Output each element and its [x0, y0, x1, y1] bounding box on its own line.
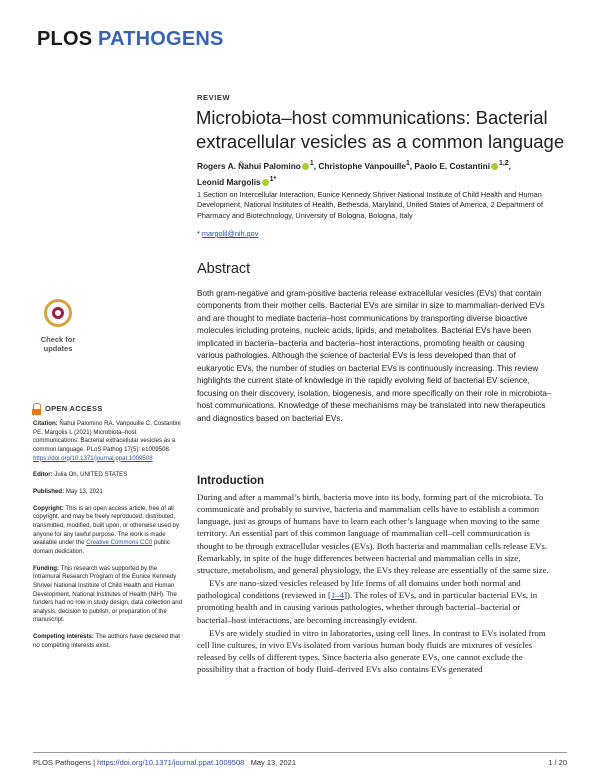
footer-divider	[33, 752, 567, 753]
citation-block	[33, 420, 183, 463]
citation-label: Citation:	[33, 420, 58, 427]
check-updates-line1: Check for	[40, 335, 76, 344]
author-name[interactable]: Paolo E. Costantini	[414, 160, 491, 171]
citation-doi-link[interactable]: https://doi.org/10.1371/journal.ppat.1009508	[33, 454, 153, 462]
author-affil: 1	[405, 160, 410, 167]
competing-block	[33, 633, 183, 650]
author-affil: 1,2	[499, 160, 509, 167]
published-text: May 13, 2021	[65, 487, 103, 495]
logo-plos: PLOS	[37, 28, 93, 50]
email-link[interactable]: margolil@nih.gov	[201, 229, 259, 238]
copyright-label: Copyright:	[33, 504, 64, 512]
funding-text: This research was supported by the Intramural Research Program of the Eunice Kennedy Shriver National Institute of Child Health and Human Development, National Institutes of Health (NIH). The funders had no role in study design, data collection and analysis, decision to publish, or preparation of the manuscript.	[33, 564, 183, 624]
logo-pathogens: PATHOGENS	[98, 28, 224, 50]
copyright-block	[33, 505, 183, 557]
introduction-heading: Introduction	[197, 475, 265, 487]
author-list: Rogers A. Ñahui Palomino $^1$, Christophe Vanpouille$^1$, Paolo E. Costantini $^{1,2}$, Leonid Margolis $^{1*}$	[197, 160, 511, 187]
open-access-label	[33, 404, 103, 413]
author-affil: 1*	[269, 175, 277, 183]
orcid-icon[interactable]	[491, 163, 498, 170]
article-info-sidebar	[33, 420, 183, 658]
open-access-text: OPEN ACCESS	[45, 404, 103, 413]
introduction-body	[197, 491, 552, 675]
author-name[interactable]: Rogers A. Ñahui Palomino	[197, 160, 301, 171]
copyright-text: This is an open access article, free of all copyright, and may be freely reproduced, distributed, transmitted, modified, built upon, or otherwise used by anyone for any lawful purpose. The work is made available under the	[33, 504, 179, 547]
editor-text: Julia Oh, UNITED STATES	[54, 471, 128, 479]
open-lock-icon	[33, 403, 41, 410]
author-name[interactable]: Leonid Margolis	[197, 176, 261, 187]
abstract-heading: Abstract	[197, 261, 251, 277]
intro-p2-start: EVs are nano-sized vesicles released by life forms of all domains under both normal and pathological conditions (reviewed in [	[197, 578, 521, 601]
footer-separator: |	[93, 758, 96, 767]
published-label: Published:	[33, 487, 65, 495]
orcid-icon[interactable]	[262, 179, 269, 186]
intro-paragraph-3: EVs are widely studied in vitro in laboratories, using cell lines. In contrast to EVs isolated from cell line cultures, in vivo EVs isolated from various human body fluids are mixtures of vesicles released by cells of different types. Since bacteria also generate EVs, one cannot exclude the possibility that a fraction of body fluid–derived EVs also contains EVs generated	[197, 627, 546, 675]
footer-doi-link[interactable]: https://doi.org/10.1371/journal.ppat.1009508	[97, 758, 245, 767]
article-type: REVIEW	[197, 93, 231, 102]
editor-label: Editor:	[33, 471, 53, 479]
corresponding-email	[197, 229, 258, 238]
orcid-icon[interactable]	[302, 163, 309, 170]
footer-date: May 13, 2021	[250, 758, 297, 767]
intro-paragraph-1: During and after a mammal’s birth, bacteria move into its body, forming part of the microbiota. To communicate and probably to survive, bacteria and mammalian cells have to establish a common language, just as groups of humans have to learn each other’s language when moving to the same territory. An essential part of this common language of mammalian cell–cell communication is thought to be through extracellular vesicles (EVs). Both bacteria and mammalian cells release EVs. Remarkably, in spite of the huge differences between bacterial and mammalian cells in size, structure, metabolism, and general physiology, the EVs they release are essentially of the same size.	[197, 492, 549, 575]
page-number: 1 / 20	[548, 758, 567, 767]
crossmark-icon	[44, 299, 72, 327]
intro-paragraph-2	[197, 577, 552, 626]
copyright-tail: public domain dedication.	[33, 539, 170, 555]
abstract-text: Both gram-negative and gram-positive bacteria release extracellular vesicles (EVs) that contain components from their mother cells. Bacterial EVs are similar in size to mammalian-derived EVs and are thought to mediate bacteria–host communications by transporting diverse bioactive molecules including proteins, nucleic acids, lipids, and metabolites. Bacterial EVs have been implicated in bacteria–bacteria and bacteria–host interactions, promoting health or causing various pathologies. Although the science of bacterial EVs is less developed than that of eukaryotic EVs, the number of studies on bacterial EVs is continuously increasing. This review highlights the current state of knowledge in the rapidly evolving field of bacterial EV science, focusing on their discovery, isolation, biogenesis, and more specifically on their role in microbiota–host communications. Knowledge of these mechanisms may be translated into new therapeutics and diagnostics based on bacterial EVs.	[197, 289, 552, 423]
check-updates-line2: updates	[43, 344, 73, 353]
author-affil: 1	[309, 160, 314, 167]
reference-link[interactable]: 1–4	[330, 590, 345, 601]
article-title: Microbiota–host communications: Bacterial extracellular vesicles as a common language	[196, 107, 565, 152]
competing-label: Competing interests:	[33, 633, 94, 641]
journal-logo	[37, 28, 224, 51]
author-name[interactable]: Christophe Vanpouille	[318, 160, 406, 171]
intro-p2-end: ]). The roles of EVs, and in particular bacterial EVs, in promoting health and in causing various pathologies, whether through bacterial–bacterial or bacterial–host interactions, are becoming increasingly evident.	[197, 590, 538, 625]
check-for-updates-badge[interactable]	[33, 299, 83, 357]
citation-text: Ñahui Palomino RA, Vanpouille C, Costantini PE, Margolis L (2021) Microbiota–host communications: Bacterial extracellular vesicles as a common language. PLoS Pathog 17(5): e1009508.	[33, 420, 181, 453]
competing-text: The authors have declared that no competing interests exist.	[33, 633, 180, 649]
published-block	[33, 488, 183, 497]
cc0-link[interactable]: Creative Commons CC0	[86, 539, 153, 547]
funding-label: Funding:	[33, 564, 60, 572]
editor-block	[33, 471, 183, 480]
email-star: *	[197, 229, 200, 238]
funding-block	[33, 565, 183, 626]
footer-left	[33, 758, 296, 767]
footer-journal: PLOS Pathogens	[33, 758, 91, 767]
affiliations: 1 Section on Intercellular Interaction, Eunice Kennedy Shriver National Institute of Child Health and Human Development, National Institutes of Health, Bethesda, Maryland, United States of America, 2 Department of Pharmacy and Biotechnology, University of Bologna, Bologna, Italy	[197, 190, 543, 220]
